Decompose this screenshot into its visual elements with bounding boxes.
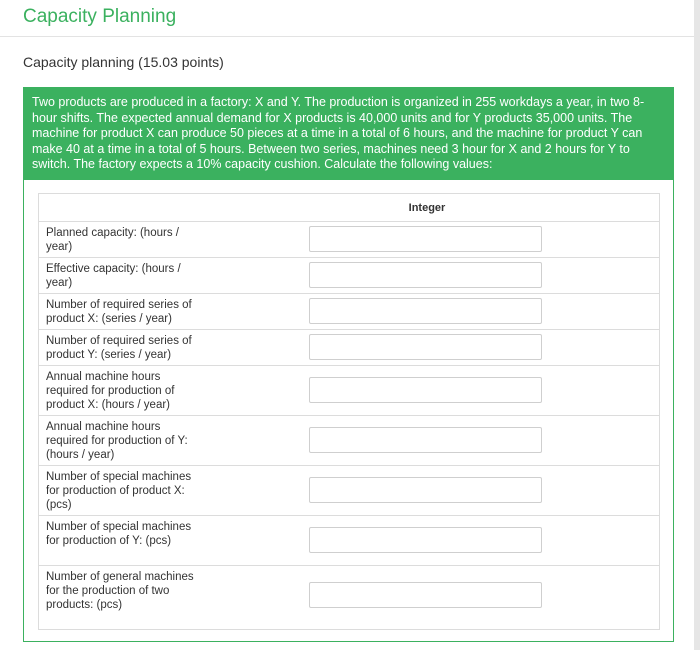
table-row-effective-capacity (39, 258, 659, 294)
title-divider (0, 36, 694, 37)
special-machines-x-input[interactable] (309, 477, 542, 503)
row-label: Annual machine hours required for production of Y: (hours / year) (46, 421, 188, 461)
row-label: Number of required series of product Y: (series / year) (46, 335, 192, 361)
table-row-planned-capacity (39, 222, 659, 258)
special-machines-y-input[interactable] (309, 527, 542, 553)
row-label: Annual machine hours required for production of product X: (hours / year) (46, 371, 175, 411)
table-row-series-x (39, 294, 659, 330)
row-label: Number of required series of product X: (series / year) (46, 299, 192, 325)
answer-table (38, 193, 660, 630)
table-header (39, 194, 659, 222)
machine-hours-x-input[interactable] (309, 377, 542, 403)
scrollbar-track[interactable] (694, 0, 700, 650)
page-title: Capacity Planning (23, 6, 177, 27)
row-label: Number of general machines for the production of two products: (pcs) (46, 571, 194, 611)
question-title: Capacity planning (15.03 points) (23, 54, 224, 70)
row-label: Effective capacity: (hours / year) (46, 263, 181, 289)
effective-capacity-input[interactable] (309, 262, 542, 288)
table-row-machine-hours-x (39, 366, 659, 416)
question-panel (23, 87, 674, 642)
table-row-machine-hours-y (39, 416, 659, 466)
series-x-input[interactable] (309, 298, 542, 324)
table-row-series-y (39, 330, 659, 366)
row-label: Number of special machines for production of product X: (pcs) (46, 471, 192, 511)
machine-hours-y-input[interactable] (309, 427, 542, 453)
planned-capacity-input[interactable] (309, 226, 542, 252)
table-row-special-machines-y (39, 516, 659, 566)
table-row-special-machines-x (39, 466, 659, 516)
row-label: Number of special machines for production of Y: (pcs) (46, 521, 192, 547)
general-machines-input[interactable] (309, 582, 542, 608)
table-row-general-machines (39, 566, 659, 630)
series-y-input[interactable] (309, 334, 542, 360)
question-prompt: Two products are produced in a factory: X and Y. The production is organized in 255 workdays a year, in two 8-hour shifts. The expected annual demand for X products is 40,000 units and for Y products 35,000 units. The machine for product X can produce 50 pieces at a time in a total of 6 hours, and the machine for product Y can make 40 at a time in a total of 5 hours. Between two series, machines need 3 hour for X and 2 hours for Y to switch. The factory expects a 10% capacity cushion. Calculate the following values: (24, 88, 673, 180)
row-label: Planned capacity: (hours / year) (46, 227, 179, 253)
column-header-integer: Integer (408, 202, 446, 214)
